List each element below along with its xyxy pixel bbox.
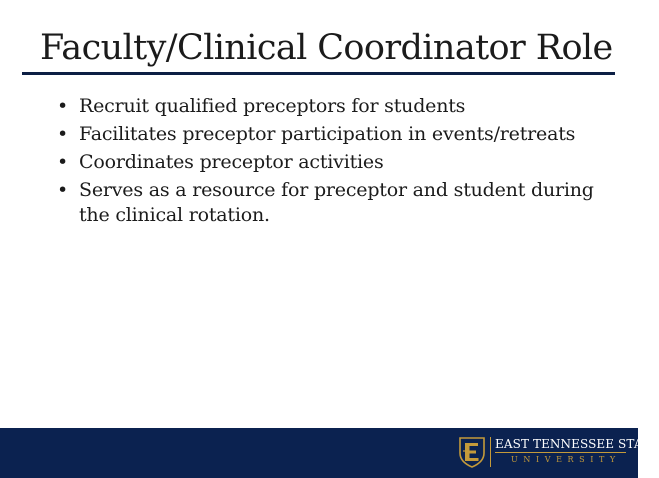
title-underline [22,72,615,75]
bullet-marker: • [57,179,69,201]
bullet-item [55,150,600,175]
bullet-text: Recruit qualified preceptors for students [79,95,466,117]
bullet-marker: • [57,151,69,173]
bullet-text: Coordinates preceptor activities [79,151,384,173]
university-subtitle: UNIVERSITY [511,455,621,464]
logo-divider [490,437,491,467]
bullet-marker: • [57,95,69,117]
bullet-list [55,94,600,231]
bullet-item [55,178,600,228]
university-logo [458,436,659,470]
bullet-text: Facilitates preceptor participation in events/retreats [79,123,576,145]
logo-rule [495,452,626,453]
etsu-shield-logo-icon [458,436,486,468]
bullet-item [55,94,600,119]
bullet-item [55,122,600,147]
university-name: EAST TENNESSEE STATE [495,437,659,451]
bullet-text: Serves as a resource for preceptor and student during the clinical rotation. [79,179,594,226]
bullet-marker: • [57,123,69,145]
slide-title: Faculty/Clinical Coordinator Role [40,28,613,68]
